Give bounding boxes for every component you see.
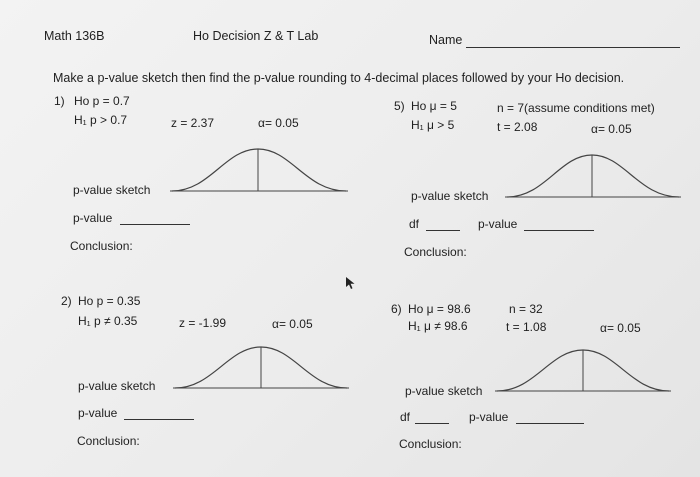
p5-sample-size: n = 7(assume conditions met) <box>497 101 655 115</box>
lab-title: Ho Decision Z & T Lab <box>193 29 319 43</box>
p1-alpha: α= 0.05 <box>258 116 299 130</box>
p5-alt-hypothesis: H₁ μ > 5 <box>411 118 455 132</box>
p1-test-statistic: z = 2.37 <box>171 116 215 130</box>
p2-pvalue-label: p-value <box>78 406 118 420</box>
p6-normal-curve-sketch <box>495 345 671 395</box>
p1-null-hypothesis: Ho p = 0.7 <box>74 94 130 108</box>
p1-conclusion-label: Conclusion: <box>70 239 133 253</box>
p6-alpha: α= 0.05 <box>600 321 641 335</box>
p2-conclusion-label: Conclusion: <box>77 434 140 448</box>
instructions: Make a p-value sketch then find the p-value rounding to 4-decimal places followed by your Ho decision. <box>53 71 625 85</box>
p1-sketch-label: p-value sketch <box>73 183 151 197</box>
p2-number: 2) <box>61 294 72 308</box>
name-blank[interactable] <box>466 47 680 48</box>
p2-normal-curve-sketch <box>173 342 349 392</box>
p5-pvalue-blank[interactable] <box>524 230 594 231</box>
p2-pvalue-blank[interactable] <box>124 419 194 420</box>
p2-alpha: α= 0.05 <box>272 317 313 331</box>
p2-alt-hypothesis: H₁ p ≠ 0.35 <box>78 314 138 328</box>
course-label: Math 136B <box>44 29 105 43</box>
p6-conclusion-label: Conclusion: <box>399 437 462 451</box>
p5-test-statistic: t = 2.08 <box>497 120 538 134</box>
p6-test-statistic: t = 1.08 <box>506 320 547 334</box>
p5-alpha: α= 0.05 <box>591 122 632 136</box>
p6-df-label: df <box>400 410 411 424</box>
p6-pvalue-blank[interactable] <box>516 423 584 424</box>
p1-pvalue-label: p-value <box>73 211 113 225</box>
p6-sample-size: n = 32 <box>509 302 543 316</box>
p6-pvalue-label: p-value <box>469 410 509 424</box>
p6-number: 6) <box>391 302 402 316</box>
p1-number: 1) <box>54 94 65 108</box>
p5-df-blank[interactable] <box>426 230 460 231</box>
p5-null-hypothesis: Ho μ = 5 <box>411 99 457 113</box>
p2-test-statistic: z = -1.99 <box>179 316 227 330</box>
p1-normal-curve-sketch <box>170 143 348 195</box>
p5-pvalue-label: p-value <box>478 217 518 231</box>
name-label: Name <box>429 33 463 47</box>
p1-pvalue-blank[interactable] <box>120 224 190 225</box>
p6-df-blank[interactable] <box>415 423 449 424</box>
p6-sketch-label: p-value sketch <box>405 384 483 398</box>
p6-null-hypothesis: Ho μ = 98.6 <box>408 302 471 316</box>
p5-normal-curve-sketch <box>505 149 681 201</box>
p5-sketch-label: p-value sketch <box>411 189 489 203</box>
p5-df-label: df <box>409 217 420 231</box>
p2-sketch-label: p-value sketch <box>78 379 156 393</box>
p5-number: 5) <box>394 99 405 113</box>
p1-alt-hypothesis: H₁ p > 0.7 <box>74 113 128 127</box>
p5-conclusion-label: Conclusion: <box>404 245 467 259</box>
p6-alt-hypothesis: H₁ μ ≠ 98.6 <box>408 319 468 333</box>
mouse-cursor-icon <box>346 276 355 294</box>
p2-null-hypothesis: Ho p = 0.35 <box>78 294 141 308</box>
